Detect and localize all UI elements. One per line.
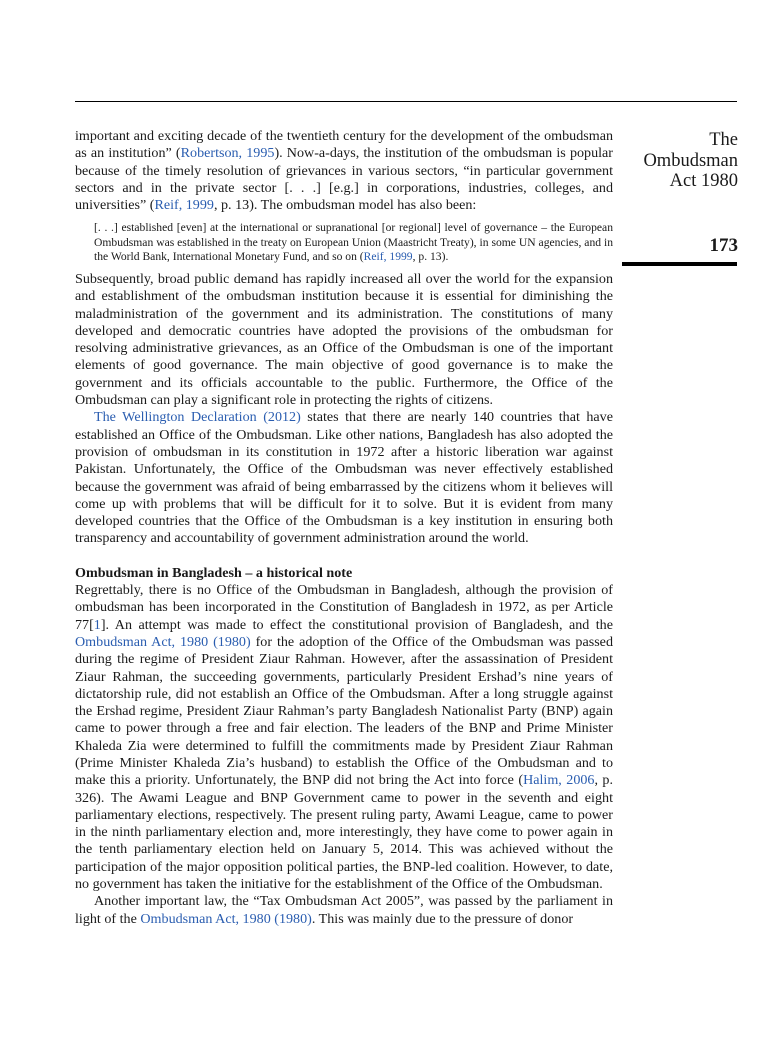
text-run: , p. 13). The ombudsman model has also been: bbox=[213, 197, 477, 214]
side-header bbox=[628, 130, 738, 256]
citation-link[interactable]: Robertson, 1995 bbox=[180, 145, 275, 162]
text-run: ). Now-a-days, the institution of the ombudsman is popular because of the timely resolution of grievances in various sectors, “in particular government sectors and in the private sector [. . .] [e.g.] in corporations, industries, colleges, and universities” ( bbox=[75, 145, 613, 214]
citation-link[interactable]: Reif, 1999 bbox=[363, 250, 413, 264]
text-run: ]. An attempt was made to effect the constitutional provision of Bangladesh, and the bbox=[100, 616, 613, 633]
text-run: , p. 13). bbox=[412, 250, 449, 264]
citation-link[interactable]: Halim, 2006 bbox=[523, 772, 595, 789]
running-title bbox=[628, 130, 738, 192]
running-title-line: The bbox=[709, 130, 738, 150]
main-text bbox=[75, 128, 613, 928]
citation-link[interactable]: Ombudsman Act, 1980 (1980) bbox=[75, 633, 251, 650]
text-run: , p. 326). The Awami League and BNP Government came to power in the seventh and eight parliamentary elections, respectively. The present ruling party, Awami League, came to power in the ninth parliamentary election and, more interestingly, they have come to power again in the tenth parliamentary election held on January 5, 2014. This was achieved without the participation of the major opposition political parties, the BNP-led coalition. However, to date, no government has taken the initiative for the establishment of the Office of the Ombudsman. bbox=[75, 772, 614, 893]
paragraph bbox=[75, 893, 613, 928]
citation-link[interactable]: 1 bbox=[93, 616, 101, 633]
section-heading: Ombudsman in Bangladesh – a historical note bbox=[75, 564, 353, 581]
side-rule bbox=[622, 262, 737, 266]
top-rule bbox=[75, 101, 737, 102]
paragraph bbox=[75, 409, 613, 547]
text-run: [. . .] established [even] at the international or supranational [or regional] level of governance – the European Ombudsman was established in the treaty on European Union (Maastricht Treaty), in some UN agencies, and in the World Bank, International Monetary Fund, and so on ( bbox=[94, 221, 613, 264]
citation-link[interactable]: Ombudsman Act, 1980 (1980) bbox=[140, 910, 312, 927]
paragraph bbox=[75, 582, 613, 893]
citation-link[interactable]: The Wellington Declaration (2012) bbox=[94, 409, 301, 426]
text-run: . This was mainly due to the pressure of donor bbox=[311, 910, 574, 927]
text-run: Another important law, the “Tax Ombudsman Act 2005”, was passed by the parliament in light of the bbox=[75, 893, 613, 927]
text-run: states that there are nearly 140 countries that have established an Office of the Ombudsman. Like other nations, Bangladesh has also adopted the provision of ombudsman in its constitution in 1972 after a historic liberation war against Pakistan. Unfortunately, the Office of the Ombudsman was never effectively established because the government was afraid of being embarrassed by the citizens whom it believes will come up with problems that will be difficult for it to solve. But it is evident from many developed countries that the Office of the Ombudsman is a key institution in ensuring both transparency and accountability of government administration around the world. bbox=[75, 409, 613, 547]
text-run: important and exciting decade of the twentieth century for the development of the ombudsman as an institution” ( bbox=[75, 128, 613, 162]
page-number: 173 bbox=[709, 235, 738, 256]
paragraph bbox=[75, 128, 613, 214]
text-run: Regrettably, there is no Office of the Ombudsman in Bangladesh, although the provision of ombudsman has been incorporated in the Constitution of Bangladesh in 1972, as per Article 77[ bbox=[75, 582, 613, 633]
running-title-line: Act 1980 bbox=[669, 171, 738, 191]
running-title-line: Ombudsman bbox=[643, 150, 738, 171]
block-quote bbox=[94, 221, 613, 265]
text-run: Subsequently, broad public demand has rapidly increased all over the world for the expansion and establishment of the ombudsman institution because it is essential for diminishing the maladministration of the government and its administration. The constitutions of many developed and democratic countries have adopted the provisions of the ombudsman for resolving administrative grievances, as an Office of the Ombudsman is one of the important elements of good governance. The main objective of good governance is to make the government and its officials accountable to the public. Furthermore, the Office of the Ombudsman can play a significant role in protecting the rights of citizens. bbox=[75, 270, 613, 409]
paragraph bbox=[75, 271, 613, 409]
citation-link[interactable]: Reif, 1999 bbox=[154, 197, 214, 214]
text-run: for the adoption of the Office of the Ombudsman was passed during the regime of President Ziaur Rahman. However, after the assassination of President Ziaur Rahman, the succeeding governments, particularly President Ershad’s nine years of dictatorship rule, did not establish an Office of the Ombudsman. After a long struggle against the Ershad regime, President Ziaur Rahman’s party Bangladesh Nationalist Party (BNP) again came to power through a free and fair election. The leaders of the BNP and Prime Minister Khaleda Zia were determined to fulfill the commitments made by President Ziaur Rahman (Prime Minister Khaleda Zia’s husband) to establish the Office of the Ombudsman and to make this a priority. Unfortunately, the BNP did not bring the Act into force ( bbox=[75, 633, 613, 789]
